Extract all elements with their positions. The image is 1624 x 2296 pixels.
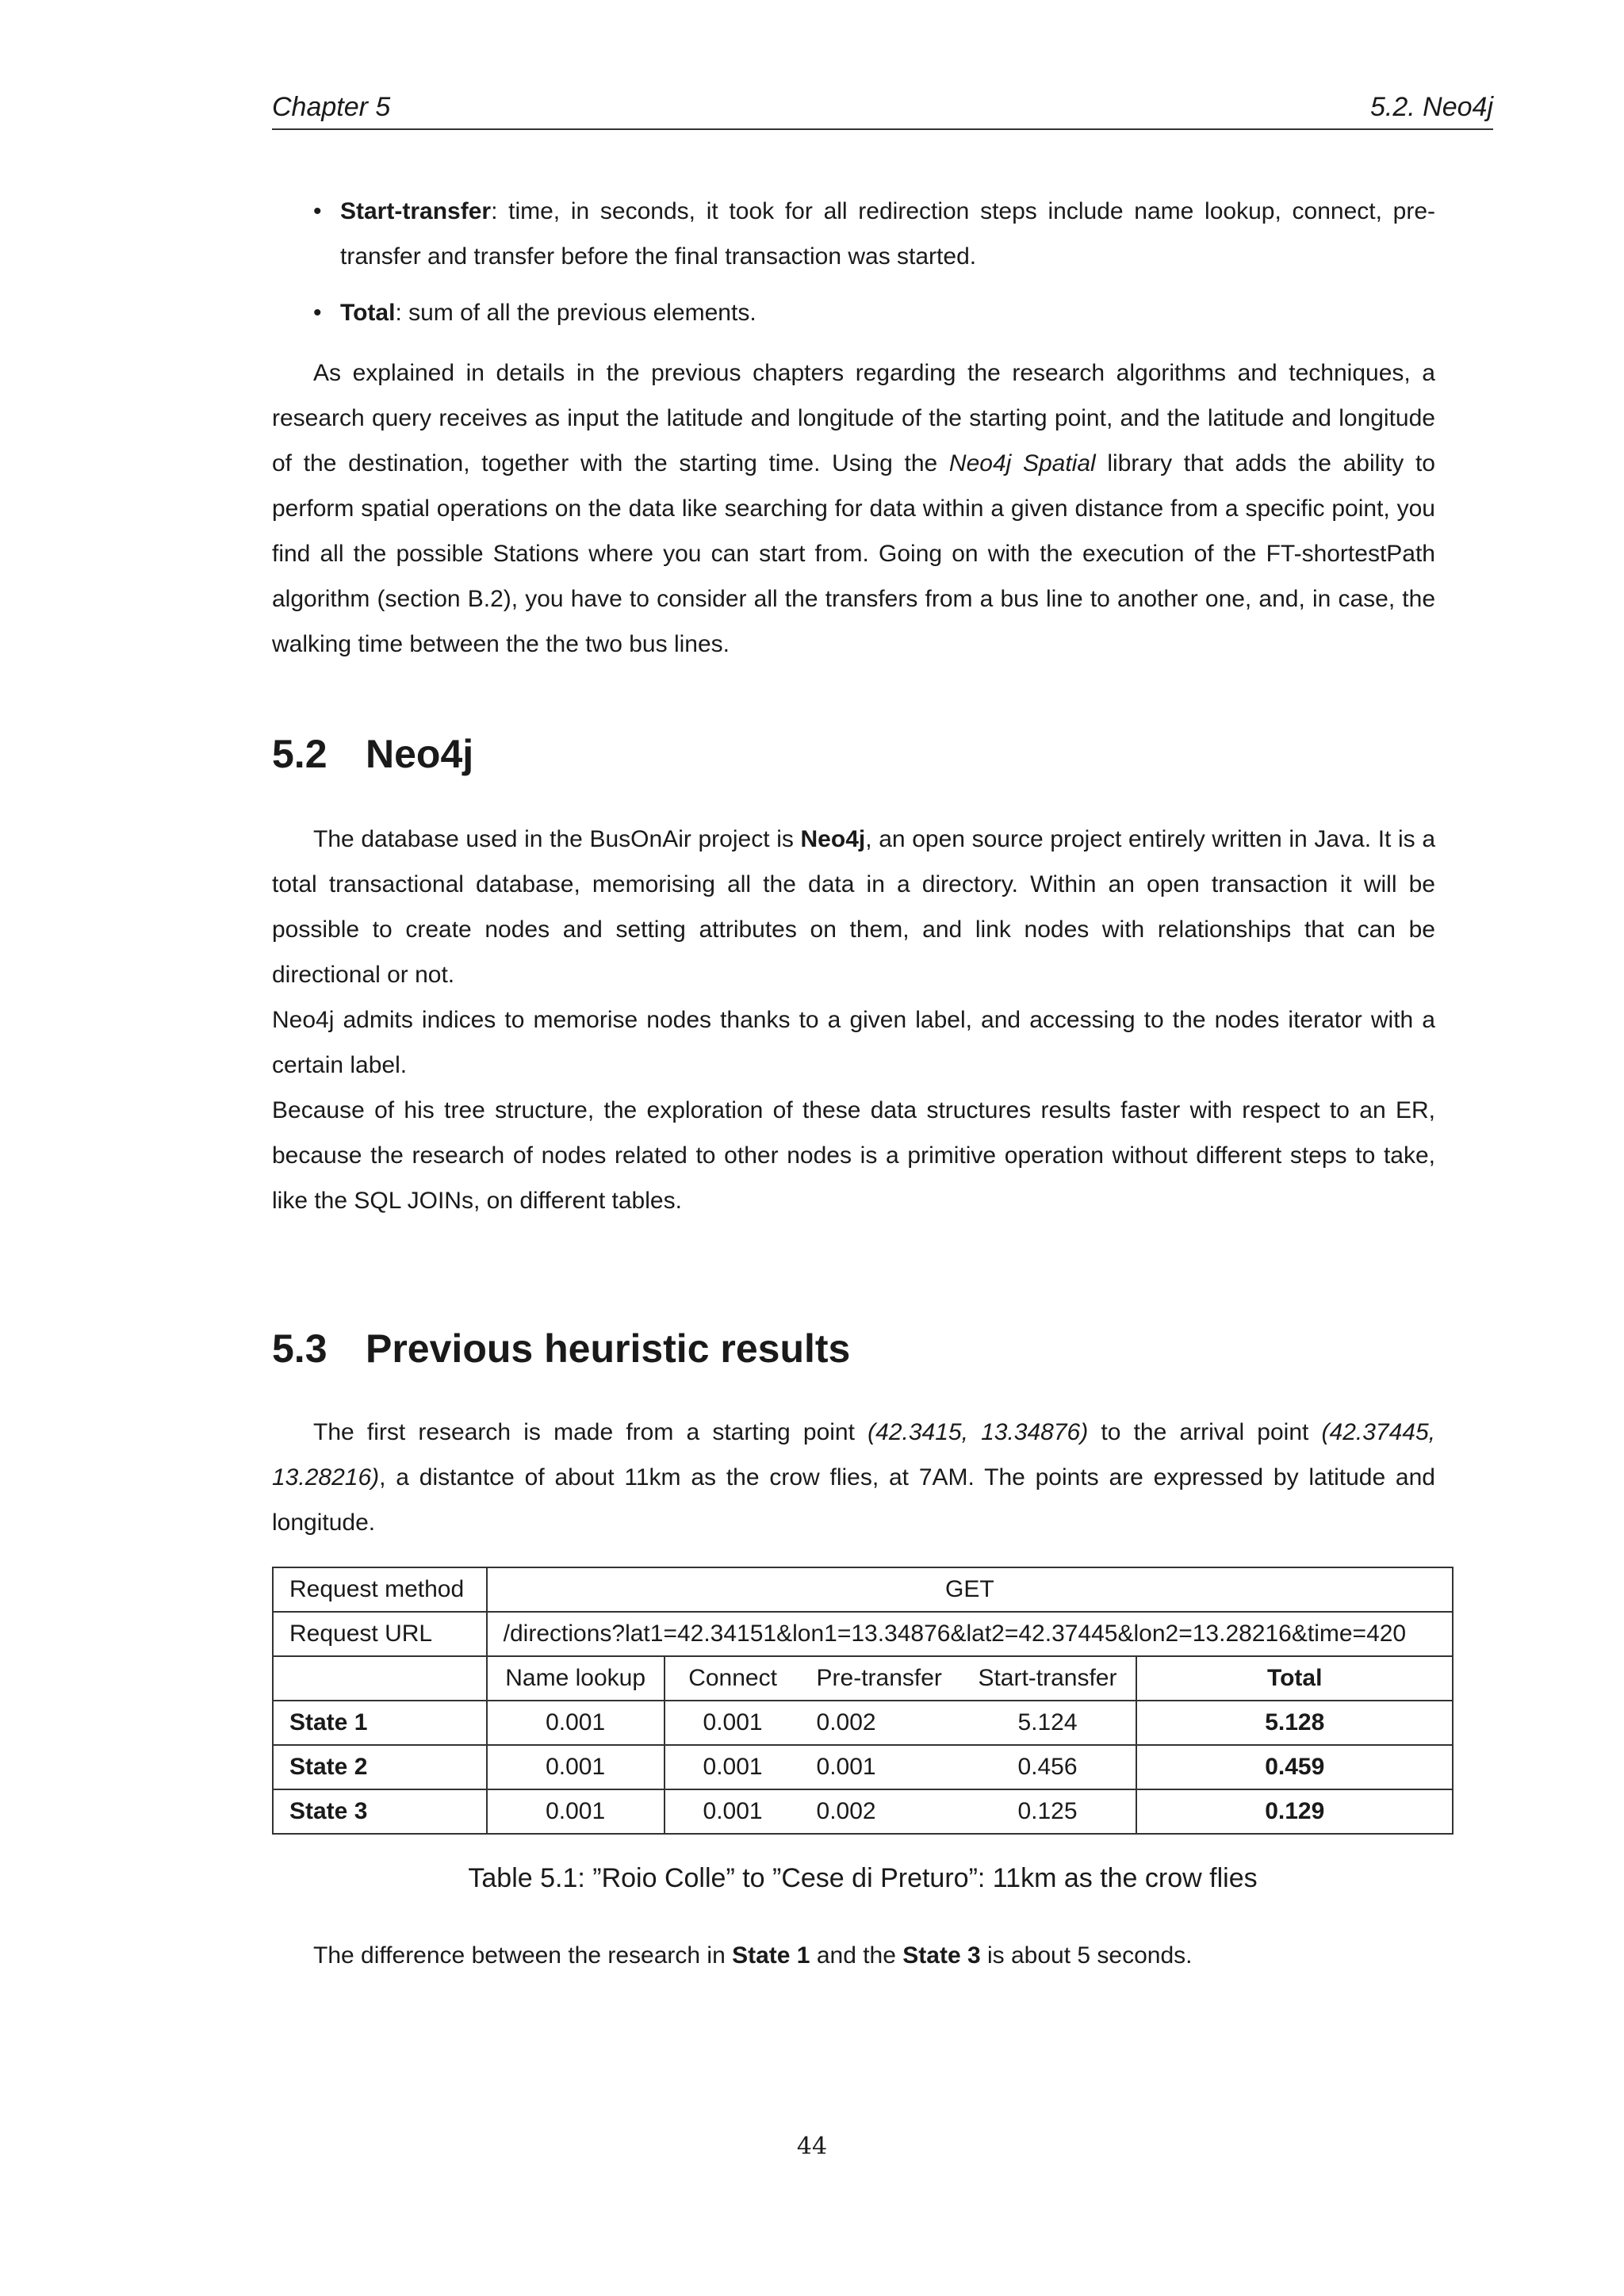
- section-title: Neo4j: [366, 732, 474, 776]
- table-cell: 0.001: [487, 1745, 665, 1789]
- running-header: [272, 89, 1493, 130]
- column-header: Name lookup: [487, 1656, 665, 1701]
- table-row: [273, 1567, 1453, 1612]
- header-chapter: Chapter 5: [272, 92, 391, 122]
- bullet-list: [272, 189, 1435, 346]
- start-point: (42.3415, 13.34876): [868, 1419, 1089, 1445]
- paragraph-text-mid: to the arrival point: [1088, 1419, 1322, 1445]
- bullet-icon: •: [313, 198, 322, 224]
- table-cell-total: 0.459: [1136, 1745, 1453, 1789]
- table-cell-empty: [273, 1656, 487, 1701]
- table-caption: Table 5.1: ”Roio Colle” to ”Cese di Preturo”: 11km as the crow flies: [468, 1863, 1258, 1893]
- table-cell: 5.124: [959, 1701, 1137, 1745]
- intro-paragraph-block: [272, 350, 1435, 667]
- closing-text-end: is about 5 seconds.: [980, 1942, 1193, 1969]
- paragraph-text: The database used in the BusOnAir project is: [313, 826, 801, 852]
- arrival-point: (42.37445, 13.28216): [272, 1419, 1435, 1490]
- table-cell: GET: [487, 1567, 1453, 1612]
- column-header: Connect: [665, 1656, 801, 1701]
- row-label: State 3: [273, 1789, 487, 1834]
- section-5-2-body: [272, 817, 1435, 1223]
- paragraph: [272, 1410, 1435, 1545]
- table-header-row: [273, 1656, 1453, 1701]
- paragraph: [272, 817, 1435, 997]
- intro-paragraph: [272, 350, 1435, 667]
- table-cell-label: Request method: [273, 1567, 487, 1612]
- table-row: [273, 1789, 1453, 1834]
- list-item: [272, 189, 1435, 279]
- table-cell: 0.001: [665, 1789, 801, 1834]
- table-cell: 0.001: [665, 1701, 801, 1745]
- section-number: 5.2: [272, 732, 327, 776]
- table-cell: 0.001: [665, 1745, 801, 1789]
- column-header: Total: [1136, 1656, 1453, 1701]
- bullet-text: : time, in seconds, it took for all redirection steps include name lookup, connect, pre-transfer and transfer before the final transaction was started.: [340, 198, 1435, 270]
- bullet-term: Total: [340, 300, 396, 326]
- section-5-3-body: [272, 1410, 1435, 1545]
- section-title: Previous heuristic results: [366, 1326, 851, 1371]
- table-row: [273, 1701, 1453, 1745]
- bullet-text: : sum of all the previous elements.: [395, 300, 756, 326]
- column-header: Start-transfer: [959, 1656, 1137, 1701]
- intro-text-cont: library that adds the ability to perform spatial operations on the data like searching for data within a given distance from a specific point, you find all the possible Stations where you can start from. Going on with the execution of the FT-shortestPath algorithm (section B.2), you have to consider all the transfers from a bus line to another one, and, in case, the walking time between the the two bus lines.: [272, 450, 1435, 657]
- emphasis-neo4j: Neo4j: [800, 826, 866, 852]
- closing-paragraph-block: [272, 1933, 1435, 1978]
- closing-text: The difference between the research in: [313, 1942, 733, 1969]
- table-cell-label: Request URL: [273, 1612, 487, 1656]
- bullet-icon: •: [313, 300, 322, 326]
- table-cell: 0.001: [487, 1701, 665, 1745]
- paragraph: Neo4j admits indices to memorise nodes thanks to a given label, and accessing to the nodes iterator with a certain label.: [272, 1007, 1435, 1078]
- state-3-ref: State 3: [902, 1942, 981, 1969]
- row-label: State 1: [273, 1701, 487, 1745]
- table-cell-total: 5.128: [1136, 1701, 1453, 1745]
- row-label: State 2: [273, 1745, 487, 1789]
- table-cell: 0.001: [487, 1789, 665, 1834]
- state-1-ref: State 1: [732, 1942, 810, 1969]
- table-cell: 0.125: [959, 1789, 1137, 1834]
- header-section: 5.2. Neo4j: [1370, 92, 1493, 122]
- table-cell: 0.002: [801, 1789, 959, 1834]
- paragraph: Because of his tree structure, the exploration of these data structures results faster with respect to an ER, because the research of nodes related to other nodes is a primitive operation without different steps to take, like the SQL JOINs, on different tables.: [272, 1097, 1435, 1214]
- table-cell: 0.002: [801, 1701, 959, 1745]
- page-number: 44: [796, 2133, 828, 2160]
- paragraph-text-end: , a distantce of about 11km as the crow flies, at 7AM. The points are expressed by latitude and longitude.: [272, 1464, 1435, 1536]
- paragraph-text: The first research is made from a starting point: [313, 1419, 868, 1445]
- section-number: 5.3: [272, 1326, 327, 1371]
- intro-text: As explained in details in the previous chapters regarding the research algorithms and techniques, a research query receives as input the latitude and longitude of the starting point, and the latitude and longitude of the destination, together with the starting time. Using the: [272, 360, 1435, 476]
- results-table: [272, 1567, 1454, 1835]
- table-row: [273, 1745, 1453, 1789]
- paragraph-text-cont: , an open source project entirely written in Java. It is a total transactional database, memorising all the data in a directory. Within an open transaction it will be possible to create nodes and setting attributes on them, and link nodes with relationships that can be directional or not.: [272, 826, 1436, 988]
- table-cell-total: 0.129: [1136, 1789, 1453, 1834]
- section-heading-5-3: [272, 1326, 850, 1372]
- section-heading-5-2: [272, 731, 473, 777]
- table-cell: 0.456: [959, 1745, 1137, 1789]
- bullet-term: Start-transfer: [340, 198, 492, 224]
- table-row: [273, 1612, 1453, 1656]
- closing-text-mid: and the: [810, 1942, 903, 1969]
- column-header: Pre-transfer: [801, 1656, 959, 1701]
- table-cell-url: /directions?lat1=42.34151&lon1=13.34876&lat2=42.37445&lon2=13.28216&time=420: [487, 1612, 1453, 1656]
- table-cell: 0.001: [801, 1745, 959, 1789]
- list-item: [272, 290, 1435, 335]
- library-name: Neo4j Spatial: [948, 450, 1096, 476]
- closing-paragraph: [272, 1933, 1435, 1978]
